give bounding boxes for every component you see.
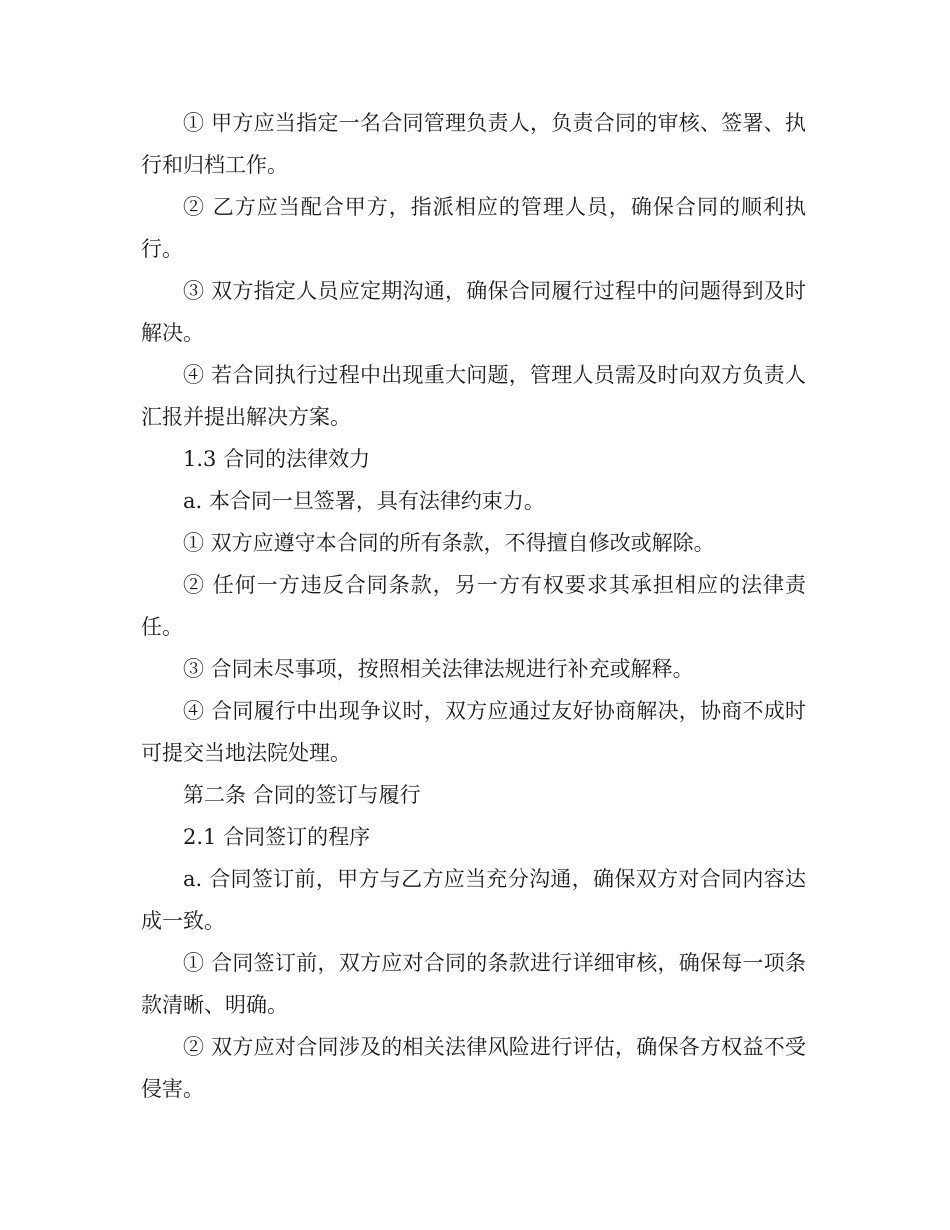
paragraph-12: ② 双方应对合同涉及的相关法律风险进行评估，确保各方权益不受侵害。 (141, 1035, 806, 1101)
paragraph-2: ② 乙方应当配合甲方，指派相应的管理人员，确保合同的顺利执行。 (141, 195, 806, 261)
section-heading-1-3: 1.3 合同的法律效力 (183, 447, 371, 471)
paragraph-8: ③ 合同未尽事项，按照相关法律法规进行补充或解释。 (183, 657, 694, 681)
paragraph-3: ③ 双方指定人员应定期沟通，确保合同履行过程中的问题得到及时解决。 (141, 279, 806, 345)
document-body (141, 102, 806, 1110)
paragraph-1: ① 甲方应当指定一名合同管理负责人，负责合同的审核、签署、执行和归档工作。 (141, 111, 806, 177)
paragraph-7: ② 任何一方违反合同条款，另一方有权要求其承担相应的法律责任。 (141, 573, 806, 639)
paragraph-11: ① 合同签订前，双方应对合同的条款进行详细审核，确保每一项条款清晰、明确。 (141, 951, 806, 1017)
paragraph-9: ④ 合同履行中出现争议时，双方应通过友好协商解决，协商不成时可提交当地法院处理。 (141, 699, 806, 765)
paragraph-6: ① 双方应遵守本合同的所有条款，不得擅自修改或解除。 (183, 531, 715, 555)
paragraph-4: ④ 若合同执行过程中出现重大问题，管理人员需及时向双方负责人汇报并提出解决方案。 (141, 363, 806, 429)
paragraph-10: a. 合同签订前，甲方与乙方应当充分沟通，确保双方对合同内容达成一致。 (141, 867, 806, 933)
chapter-heading-2: 第二条 合同的签订与履行 (183, 783, 421, 807)
section-heading-2-1: 2.1 合同签订的程序 (183, 825, 371, 849)
paragraph-5: a. 本合同一旦签署，具有法律约束力。 (183, 489, 545, 513)
